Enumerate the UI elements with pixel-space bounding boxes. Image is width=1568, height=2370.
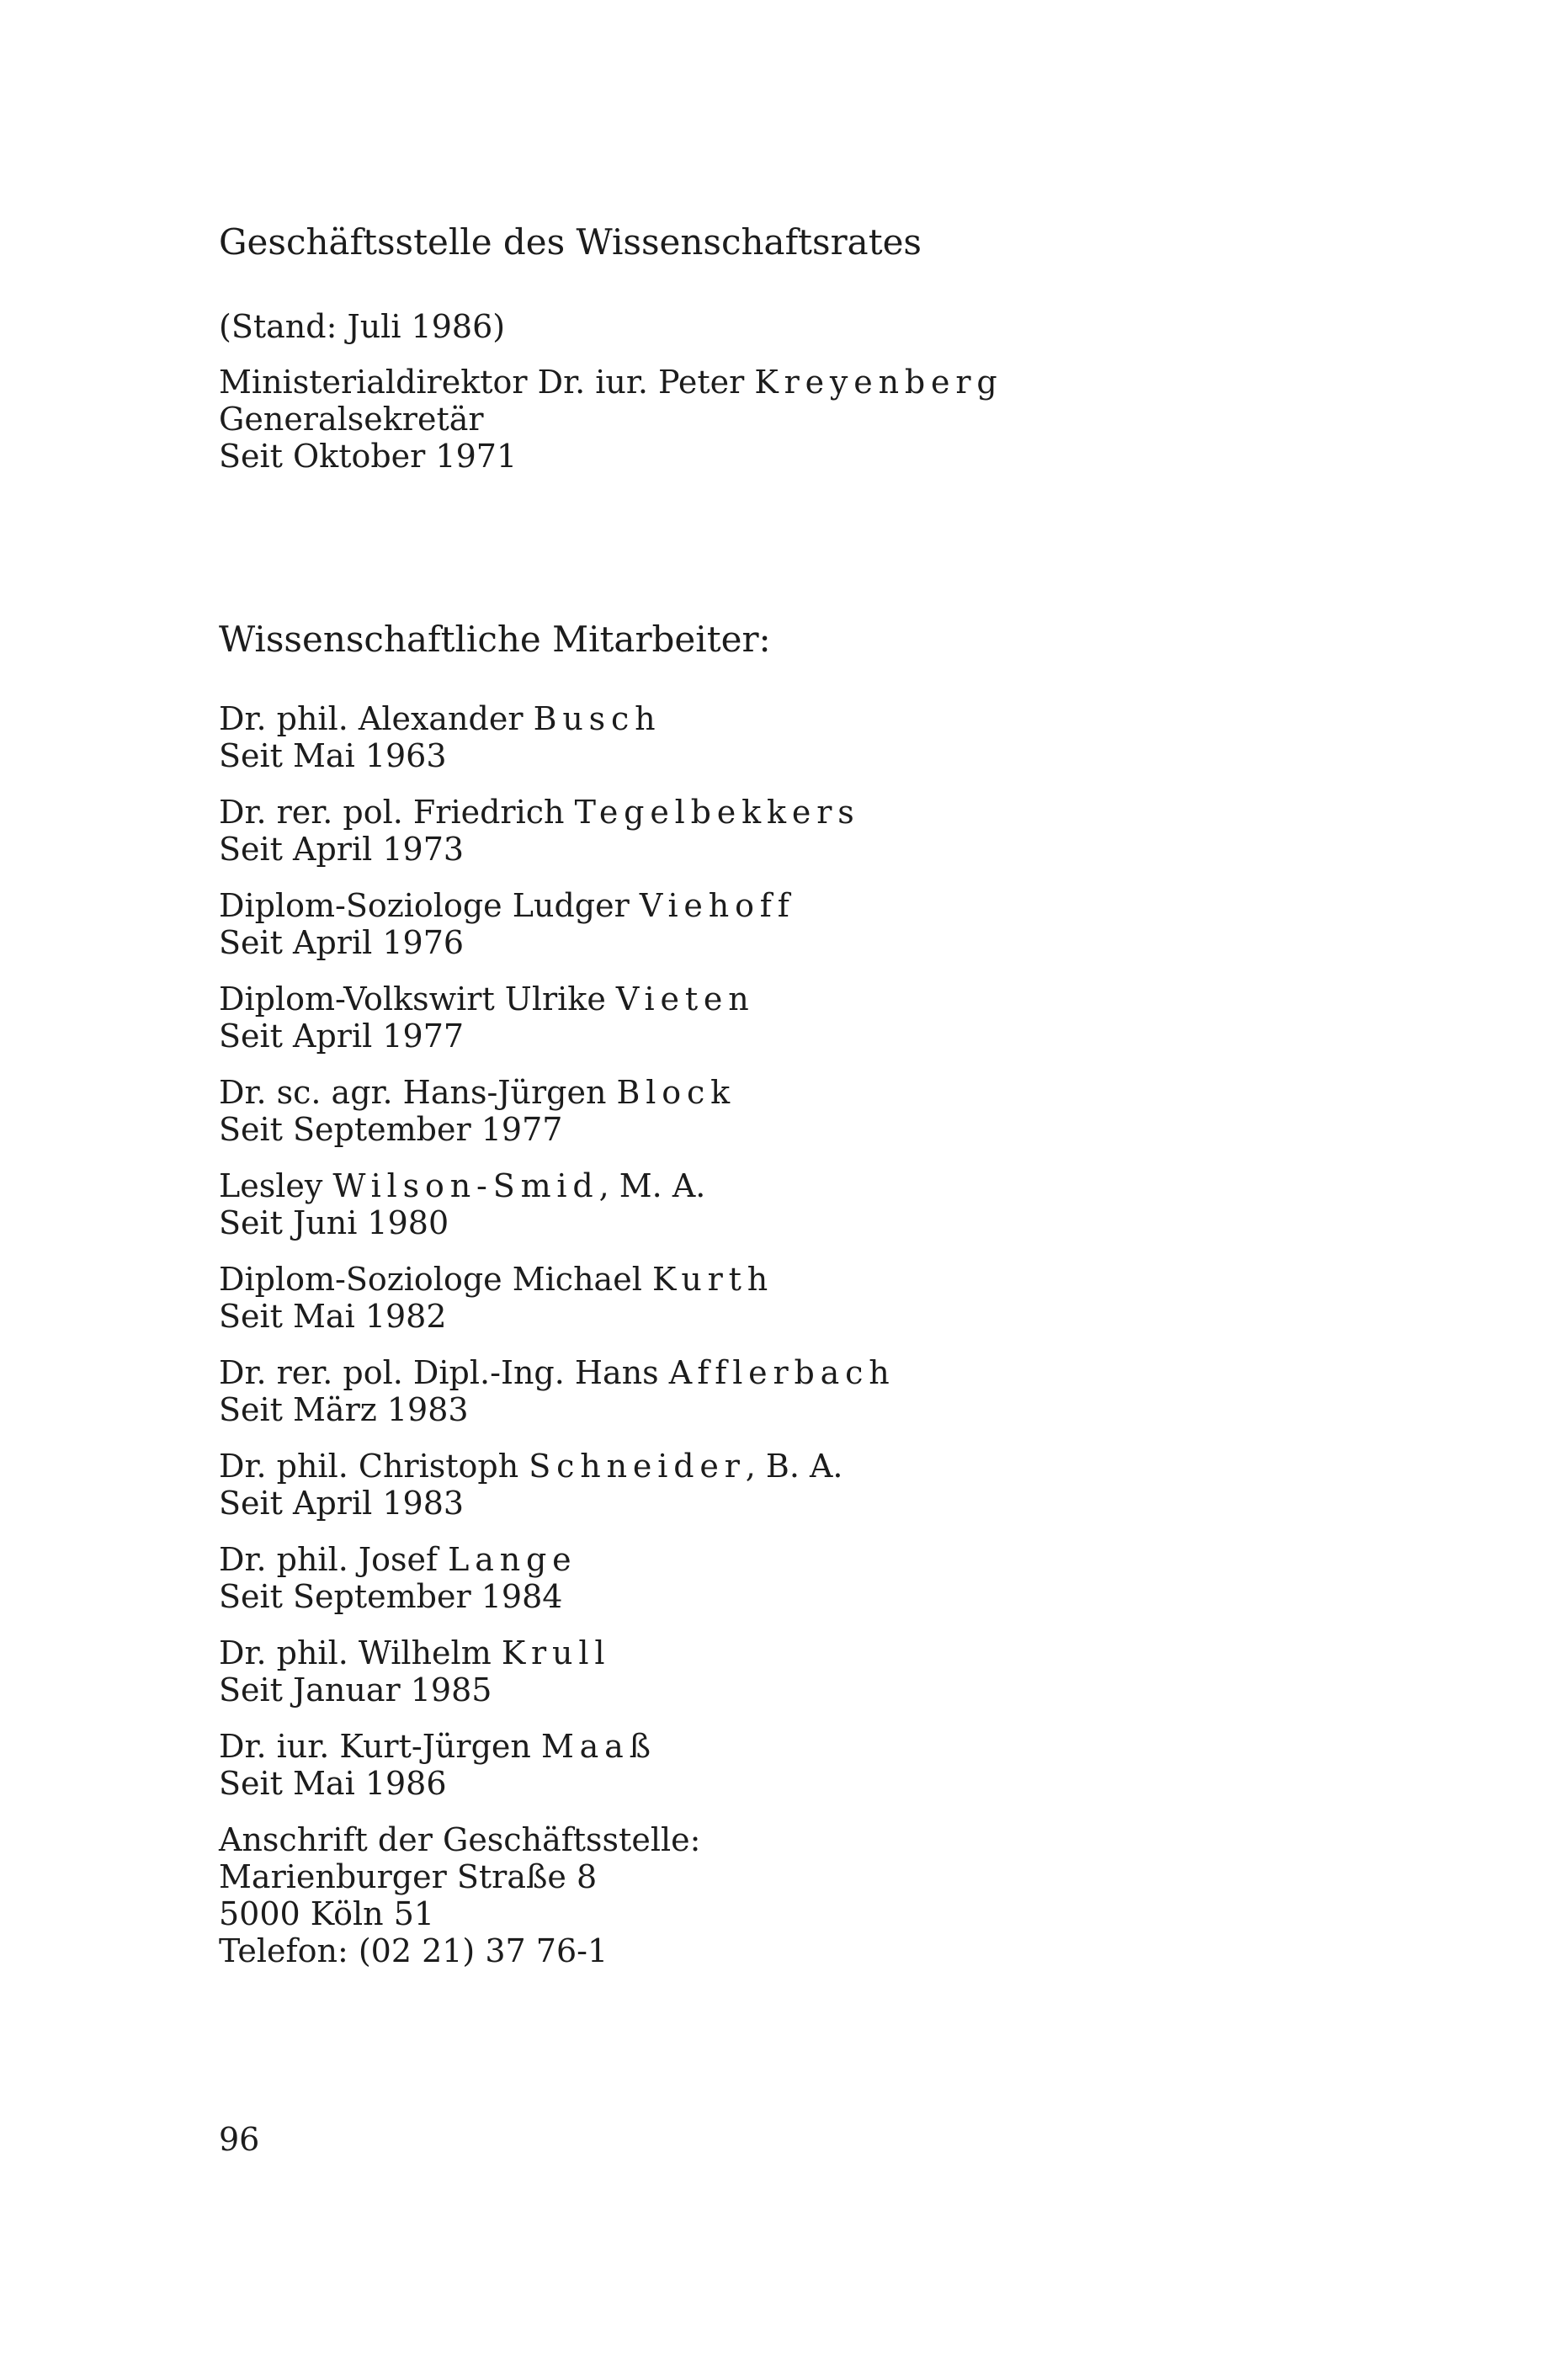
date-note: (Stand: Juli 1986) bbox=[219, 308, 506, 345]
address-phone: Telefon: (02 21) 37 76-1 bbox=[219, 1932, 609, 1969]
staff-since: Seit Mai 1963 bbox=[219, 737, 447, 774]
staff-prefix: Diplom-Volkswirt Ulrike bbox=[219, 980, 616, 1018]
staff-prefix: Dr. phil. Wilhelm bbox=[219, 1634, 502, 1671]
staff-prefix: Dr. sc. agr. Hans-Jürgen bbox=[219, 1074, 617, 1111]
staff-name-line bbox=[219, 1448, 843, 1485]
secretary-role: Generalsekretär bbox=[219, 401, 484, 438]
staff-name-line bbox=[219, 794, 860, 831]
staff-suffix: , M. A. bbox=[598, 1167, 706, 1204]
staff-prefix: Dr. rer. pol. Dipl.-Ing. Hans bbox=[219, 1354, 669, 1391]
staff-since: Seit September 1977 bbox=[219, 1111, 563, 1148]
page-title: Geschäftsstelle des Wissenschaftsrates bbox=[219, 221, 922, 263]
staff-surname: Vieten bbox=[615, 980, 755, 1018]
staff-surname: Kurth bbox=[651, 1261, 774, 1298]
page-number: 96 bbox=[219, 2121, 260, 2158]
staff-since: Seit April 1976 bbox=[219, 924, 465, 961]
staff-surname: Block bbox=[616, 1074, 736, 1111]
staff-prefix: Dr. phil. Christoph bbox=[219, 1448, 529, 1485]
staff-since: Seit März 1983 bbox=[219, 1391, 469, 1428]
staff-since: Seit April 1973 bbox=[219, 831, 465, 868]
address-city: 5000 Köln 51 bbox=[219, 1895, 435, 1932]
staff-surname: Maaß bbox=[540, 1728, 656, 1765]
staff-name-line bbox=[219, 1354, 896, 1391]
staff-surname: Viehoff bbox=[639, 887, 795, 924]
staff-name-line bbox=[219, 887, 795, 924]
staff-name-line bbox=[219, 1728, 656, 1765]
staff-prefix: Dr. rer. pol. Friedrich bbox=[219, 794, 575, 831]
staff-heading: Wissenschaftliche Mitarbeiter: bbox=[219, 619, 771, 660]
staff-since: Seit Januar 1985 bbox=[219, 1671, 492, 1708]
document-page bbox=[219, 0, 1481, 2370]
staff-surname: Tegelbekkers bbox=[574, 794, 860, 831]
address-label: Anschrift der Geschäftsstelle: bbox=[219, 1821, 701, 1858]
staff-name-line bbox=[219, 1634, 610, 1671]
staff-prefix: Dr. phil. Alexander bbox=[219, 700, 534, 737]
staff-prefix: Dr. iur. Kurt-Jürgen bbox=[219, 1728, 541, 1765]
staff-surname: Krull bbox=[501, 1634, 611, 1671]
secretary-prefix: Ministerialdirektor Dr. iur. Peter bbox=[219, 364, 755, 401]
staff-name-line bbox=[219, 1541, 577, 1578]
staff-name-line bbox=[219, 700, 661, 737]
staff-surname: Busch bbox=[533, 700, 662, 737]
staff-surname: Lange bbox=[448, 1541, 577, 1578]
address-street: Marienburger Straße 8 bbox=[219, 1858, 598, 1895]
staff-since: Seit Juni 1980 bbox=[219, 1204, 449, 1241]
staff-prefix: Diplom-Soziologe Michael bbox=[219, 1261, 652, 1298]
staff-name-line bbox=[219, 1167, 705, 1204]
staff-prefix: Lesley bbox=[219, 1167, 333, 1204]
staff-name-line bbox=[219, 980, 755, 1018]
staff-suffix: , B. A. bbox=[745, 1448, 843, 1485]
staff-surname: Afflerbach bbox=[668, 1354, 896, 1391]
staff-since: Seit April 1977 bbox=[219, 1018, 465, 1055]
staff-prefix: Diplom-Soziologe Ludger bbox=[219, 887, 640, 924]
staff-name-line bbox=[219, 1261, 773, 1298]
secretary-surname: Kreyenberg bbox=[754, 364, 1003, 401]
staff-since: Seit Mai 1982 bbox=[219, 1298, 447, 1335]
staff-surname: Wilson-Smid bbox=[332, 1167, 599, 1204]
secretary-name-line bbox=[219, 364, 1003, 401]
staff-since: Seit September 1984 bbox=[219, 1578, 563, 1615]
staff-since: Seit April 1983 bbox=[219, 1485, 465, 1522]
staff-since: Seit Mai 1986 bbox=[219, 1765, 447, 1802]
staff-surname: Schneider bbox=[529, 1448, 746, 1485]
staff-name-line bbox=[219, 1074, 736, 1111]
staff-prefix: Dr. phil. Josef bbox=[219, 1541, 449, 1578]
secretary-since: Seit Oktober 1971 bbox=[219, 438, 518, 475]
